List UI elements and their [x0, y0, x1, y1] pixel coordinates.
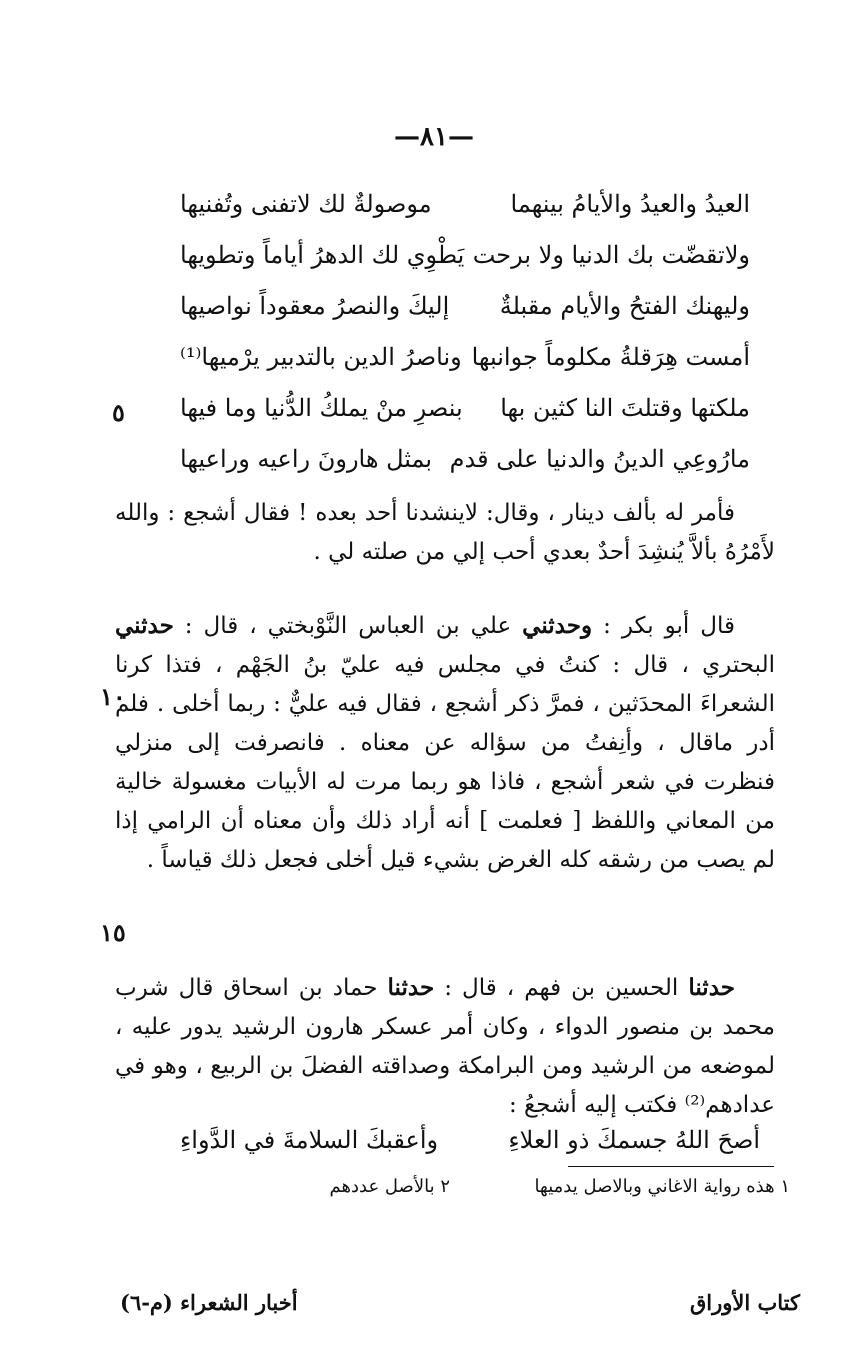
verse-2 — [150, 231, 750, 282]
paragraph-3 — [115, 968, 775, 1125]
verse-4 — [150, 333, 750, 384]
verse-6-second-hemistich: بمثل هارونَ راعيه وراعيها — [180, 445, 433, 473]
paragraph-2-text — [115, 606, 775, 880]
verse-6 — [150, 435, 750, 486]
paragraph-2-keyword-haddathani-2: حدثني — [115, 612, 174, 639]
closing-verse — [150, 1116, 760, 1162]
paragraph-3-keyword-haddathana-1: حدثنا — [688, 974, 735, 1001]
verse-5-first-hemistich: ملكتها وقتلتَ النا كثين بها — [500, 394, 750, 422]
verse-4-second-hemistich: وناصرُ الدين بالتدبير يرْميها⁽¹⁾ — [180, 343, 462, 371]
line-number-5: ٥ — [112, 398, 125, 427]
verse-3-second-hemistich: إليكَ والنصرُ معقوداً نواصيها — [180, 292, 450, 320]
footnote-2: ٢ بالأصل عددهم — [329, 1176, 450, 1197]
verse-3-first-hemistich: وليهنك الفتحُ والأيام مقبلةٌ — [499, 292, 750, 320]
verse-6-first-hemistich: مارُوعِي الدينُ والدنيا على قدم — [449, 445, 750, 473]
paragraph-1-text: فأمر له بألف دينار ، وقال: لاينشدنا أحد بعده ! فقال أشجع : والله لأَمْرُهُ بألاَّ يُنشِدَ أحدٌ بعدي أحب إلي من صلته لي . — [115, 500, 775, 565]
closing-verse-first-hemistich: أصحَ اللهُ جسمكَ ذو العلاءِ — [508, 1126, 760, 1154]
paragraph-2-segment-1: قال أبو بكر : — [592, 613, 735, 639]
verse-1-first-hemistich: العيدُ والعيدُ والأيامُ بينهما — [510, 190, 750, 218]
paragraph-3-segment-4: حماد بن اسحاق قال شرب محمد بن منصور الدواء ، وكان أمر عسكر هارون الرشيد يدور عليه ، لموضعه من الرشيد ومن البرامكة وصداقته الفضلَ بن الربيع ، وهو في عدادهم⁽²⁾ فكتب إليه أشجعُ : — [115, 975, 775, 1118]
paragraph-2 — [115, 606, 775, 880]
poem — [150, 180, 750, 486]
verse-4-first-hemistich: أمست هِرَقلةُ مكلوماً جوانبها — [471, 343, 750, 371]
paragraph-1 — [115, 494, 775, 572]
verse-2-second-hemistich: يَطْوِي لك الدهرُ أياماً وتطويها — [180, 241, 465, 269]
verse-5 — [150, 384, 750, 435]
footer-signature: أخبار الشعراء (م-٦) — [120, 1290, 298, 1315]
verse-1-second-hemistich: موصولةٌ لك لاتفنى وتُفنيها — [180, 190, 432, 218]
page-footer — [120, 1290, 800, 1324]
verse-5-second-hemistich: بنصرِ منْ يملكُ الدُّنيا وما فيها — [180, 394, 463, 422]
verse-1 — [150, 180, 750, 231]
paragraph-3-keyword-haddathana-2: حدثنا — [387, 974, 435, 1001]
footnote-divider — [568, 1166, 774, 1167]
footnote-1: ١ هذه رواية الاغاني وبالاصل يدميها — [534, 1176, 790, 1197]
paragraph-2-segment-3: علي بن العباس النَّوْبختي ، قال : — [173, 613, 523, 639]
line-number-10: ١٠ — [100, 682, 126, 711]
page-number: —٨١— — [394, 122, 474, 152]
paragraph-2-segment-5: البحتري ، قال : كنتُ في مجلس فيه عليّ بنُ الجَهْم ، فتذا كرنا الشعراءَ المحدَثين ، فمرَّ ذكر أشجع ، فقال فيه عليٌّ : ربما أخلى . فلم أدر ماقال ، وأنِفتُ من سؤاله عن معناه . فانصرفت إلى منزلي فنظرت في شعر أشجع ، فاذا هو ربما مرت له الأبيات مغسولة خالية من المعاني واللفظ [ فعلمت ] أنه أراد ذلك وأن معناه أن الرامي إذا لم يصب من رشقه كله الغرض بشيء قيل أخلى فجعل ذلك قياساً . — [115, 652, 775, 873]
paragraph-2-keyword-haddathani-1: وحدثني — [522, 612, 593, 639]
verse-2-first-hemistich: ولاتقضّت بك الدنيا ولا برحت — [472, 241, 750, 269]
paragraph-3-segment-2: الحسين بن فهم ، قال : — [434, 975, 689, 1001]
footer-book-title: كتاب الأوراق — [689, 1290, 800, 1315]
closing-verse-second-hemistich: وأعقبكَ السلامةَ في الدَّواءِ — [180, 1126, 439, 1154]
verse-3 — [150, 282, 750, 333]
line-number-15: ١٥ — [100, 918, 126, 947]
paragraph-3-text — [115, 968, 775, 1125]
footnotes — [270, 1176, 790, 1210]
